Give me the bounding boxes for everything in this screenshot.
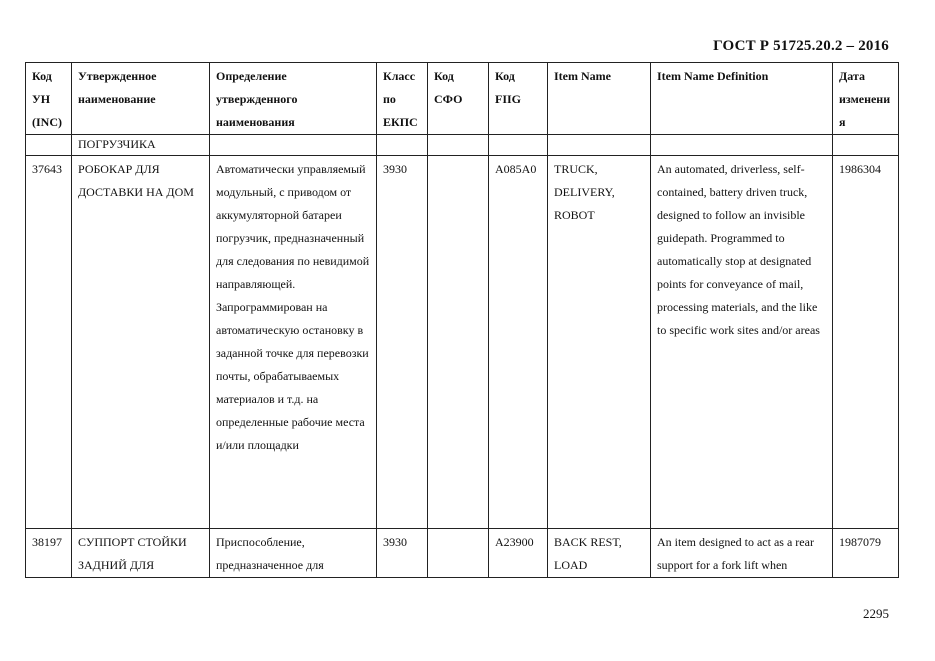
cell-date: 1987079: [833, 529, 899, 578]
cell-definition: [210, 135, 377, 156]
cell-date: [833, 135, 899, 156]
cell-item-name: TRUCK, DELIVERY, ROBOT: [548, 156, 651, 529]
cell-inc: [26, 135, 72, 156]
table-row: [26, 529, 899, 578]
page-number: 2295: [863, 606, 889, 621]
column-header-item-definition: Item Name Definition: [651, 63, 833, 135]
column-header-item-name: Item Name: [548, 63, 651, 135]
cell-sfo: [428, 156, 489, 529]
column-header-class: Класс по ЕКПС: [377, 63, 428, 135]
nomenclature-table: [25, 62, 899, 578]
cell-date: 1986304: [833, 156, 899, 529]
cell-sfo: [428, 135, 489, 156]
cell-item-name: [548, 135, 651, 156]
cell-item-definition: An item designed to act as a rear support for a fork lift when: [651, 529, 833, 578]
table-row: [26, 156, 899, 529]
cell-fiig: [489, 135, 548, 156]
cell-item-name: BACK REST, LOAD: [548, 529, 651, 578]
table-header-row: [26, 63, 899, 135]
cell-fiig: A23900: [489, 529, 548, 578]
cell-approved-name: СУППОРТ СТОЙКИ ЗАДНИЙ ДЛЯ: [72, 529, 210, 578]
cell-class: 3930: [377, 156, 428, 529]
cell-approved-name: РОБОКАР ДЛЯ ДОСТАВКИ НА ДОМ: [72, 156, 210, 529]
cell-approved-name: ПОГРУЗЧИКА: [72, 135, 210, 156]
column-header-date: Дата изменения: [833, 63, 899, 135]
column-header-inc: Код УН (INC): [26, 63, 72, 135]
column-header-fiig: Код FIIG: [489, 63, 548, 135]
column-header-definition: Определение утвержденного наименования: [210, 63, 377, 135]
cell-sfo: [428, 529, 489, 578]
cell-definition: Приспособление, предназначенное для: [210, 529, 377, 578]
column-header-sfo: Код СФО: [428, 63, 489, 135]
document-standard-header: ГОСТ Р 51725.20.2 – 2016: [713, 38, 889, 54]
cell-class: [377, 135, 428, 156]
cell-inc: 38197: [26, 529, 72, 578]
cell-fiig: A085A0: [489, 156, 548, 529]
table-row: [26, 135, 899, 156]
cell-item-definition: [651, 135, 833, 156]
cell-class: 3930: [377, 529, 428, 578]
cell-item-definition: An automated, driverless, self-contained, battery driven truck, designed to follow an invisible guidepath. Programmed to automatically stop at designated points for conveyance of mail, processing materials, and the like to specific work sites and/or areas: [651, 156, 833, 529]
cell-definition: Автоматически управляемый модульный, с приводом от аккумуляторной батареи погрузчик, предназначенный для следования по невидимой направляющей. Запрограммирован на автоматическую остановку в заданной точке для перевозки почты, обрабатываемых материалов и т.д. на определенные рабочие места и/или площадки: [210, 156, 377, 529]
cell-inc: 37643: [26, 156, 72, 529]
column-header-approved-name: Утвержденное наименование: [72, 63, 210, 135]
